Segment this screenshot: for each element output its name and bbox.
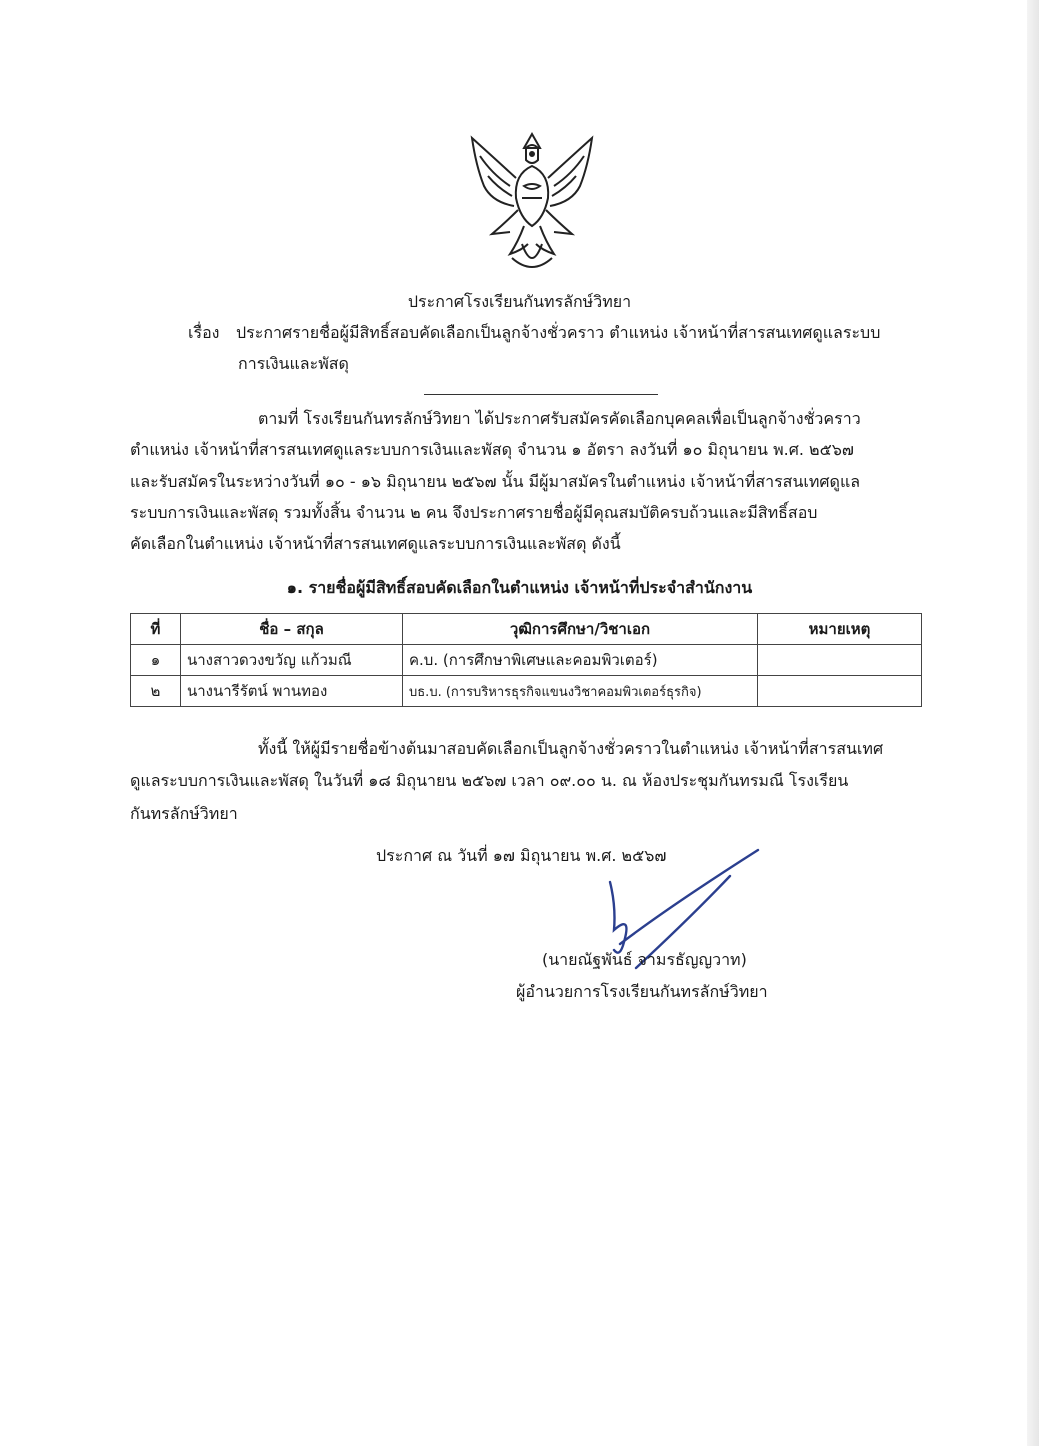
subject-label: เรื่อง	[188, 323, 220, 342]
row-number: ๒	[131, 676, 181, 707]
closing-paragraph-line: ทั้งนี้ ให้ผู้มีรายชื่อข้างต้นมาสอบคัดเลือกเป็นลูกจ้างชั่วคราวในตำแหน่ง เจ้าหน้าที่สารสนเทศ	[258, 739, 884, 758]
header-divider	[424, 394, 658, 395]
table-row	[131, 676, 922, 707]
candidate-remark	[758, 645, 922, 676]
candidate-qualification: บธ.บ. (การบริหารธุรกิจแขนงวิชาคอมพิวเตอร์ธุรกิจ)	[403, 676, 758, 707]
body-paragraph-line: และรับสมัครในระหว่างวันที่ ๑๐ - ๑๖ มิถุนายน ๒๕๖๗ นั้น มีผู้มาสมัครในตำแหน่ง เจ้าหน้าที่สารสนเทศดูแล	[130, 472, 861, 491]
candidate-remark	[758, 676, 922, 707]
signer-name: (นายณัฐพันธ์ จามรธัญญวาท)	[542, 950, 747, 969]
column-header-remark: หมายเหตุ	[758, 614, 922, 645]
row-number: ๑	[131, 645, 181, 676]
column-header-number: ที่	[131, 614, 181, 645]
closing-paragraph-line: กันทรลักษ์วิทยา	[130, 804, 238, 823]
body-paragraph-line: ตามที่ โรงเรียนกันทรลักษ์วิทยา ได้ประกาศรับสมัครคัดเลือกบุคคลเพื่อเป็นลูกจ้างชั่วคราว	[258, 409, 861, 428]
column-header-qualification: วุฒิการศึกษา/วิชาเอก	[403, 614, 758, 645]
body-paragraph-line: คัดเลือกในตำแหน่ง เจ้าหน้าที่สารสนเทศดูแลระบบการเงินและพัสดุ ดังนี้	[130, 534, 621, 553]
body-paragraph-line: ระบบการเงินและพัสดุ รวมทั้งสิ้น จำนวน ๒ คน จึงประกาศรายชื่อผู้มีคุณสมบัติครบถ้วนและมีสิทธิ์สอบ	[130, 503, 818, 522]
body-paragraph-line: ตำแหน่ง เจ้าหน้าที่สารสนเทศดูแลระบบการเงินและพัสดุ จำนวน ๑ อัตรา ลงวันที่ ๑๐ มิถุนายน พ.ศ. ๒๕๖๗	[130, 440, 854, 459]
closing-paragraph-line: ดูแลระบบการเงินและพัสดุ ในวันที่ ๑๘ มิถุนายน ๒๕๖๗ เวลา ๐๙.๐๐ น. ณ ห้องประชุมกันทรมณี โรงเรียน	[130, 771, 849, 790]
candidate-table	[130, 613, 922, 707]
section-heading: ๑. รายชื่อผู้มีสิทธิ์สอบคัดเลือกในตำแหน่ง เจ้าหน้าที่ประจำสำนักงาน	[286, 578, 753, 597]
table-row	[131, 645, 922, 676]
candidate-name: นางสาวดวงขวัญ แก้วมณี	[181, 645, 403, 676]
subject-line-2: การเงินและพัสดุ	[238, 354, 349, 373]
column-header-name: ชื่อ – สกุล	[181, 614, 403, 645]
table-header-row	[131, 614, 922, 645]
organization-title: ประกาศโรงเรียนกันทรลักษ์วิทยา	[407, 292, 632, 311]
subject-line-1: ประกาศรายชื่อผู้มีสิทธิ์สอบคัดเลือกเป็นลูกจ้างชั่วคราว ตำแหน่ง เจ้าหน้าที่สารสนเทศดูแลระบบ	[236, 323, 881, 342]
candidate-qualification: ค.บ. (การศึกษาพิเศษและคอมพิวเตอร์)	[403, 645, 758, 676]
signer-title: ผู้อำนวยการโรงเรียนกันทรลักษ์วิทยา	[516, 982, 768, 1001]
page-edge	[1027, 0, 1039, 1446]
candidate-name: นางนารีรัตน์ พานทอง	[181, 676, 403, 707]
announcement-date: ประกาศ ณ วันที่ ๑๗ มิถุนายน พ.ศ. ๒๕๖๗	[376, 846, 667, 865]
garuda-emblem-icon	[462, 126, 602, 276]
